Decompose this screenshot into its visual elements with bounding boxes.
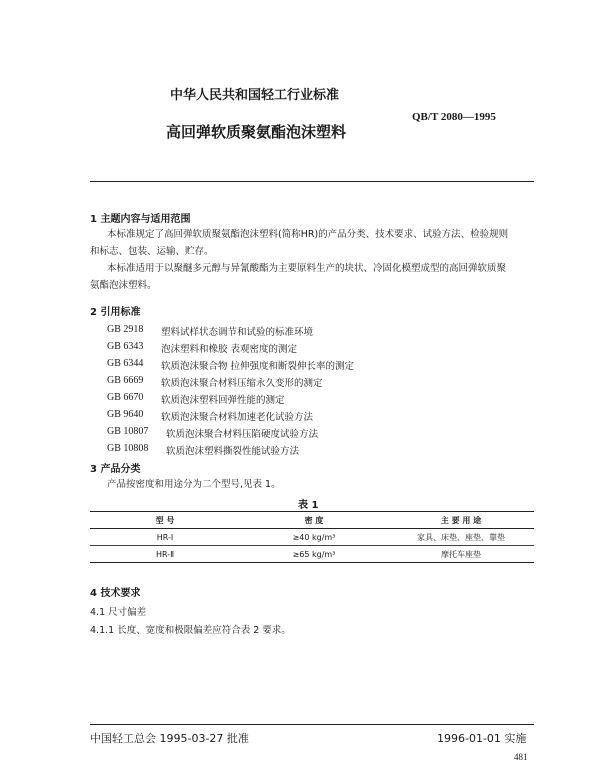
cell-model: HR-Ⅱ [90,546,240,563]
cell-density: ≥40 kg/m³ [240,529,388,546]
reference-title: 软质泡沫聚合物 拉伸强度和断裂伸长率的测定 [161,361,355,372]
issuing-org: 中华人民共和国轻工行业标准 [170,88,340,103]
section-4-1-heading: 4.1 尺寸偏差 [90,607,147,618]
footer-rule [90,724,534,725]
effective-date: 1996-01-01 实施 [437,732,527,745]
header-rule [90,181,534,182]
section-3-heading: 3 产品分类 [90,464,141,475]
table-row [90,546,534,563]
section-2-heading: 2 引用标准 [90,307,141,318]
table-header-row [90,512,534,529]
reference-code: GB 10807 [107,426,149,437]
cell-usage: 摩托车座垫 [388,546,534,563]
header-usage: 主 要 用 途 [388,512,534,529]
reference-code: GB 2918 [107,324,144,335]
section-4-1-1-text: 4.1.1 长度、宽度和极限偏差应符合表 2 要求。 [90,625,291,636]
reference-title: 软质泡沫聚合材料压陷硬度试验方法 [166,429,319,440]
table-caption: 表 1 [298,500,319,511]
header-density: 密 度 [240,512,388,529]
reference-code: GB 6670 [107,392,144,403]
approval-line: 中国轻工总会 1995-03-27 批准 [90,732,249,745]
reference-title: 软质泡沫塑料回弹性能的测定 [161,395,285,406]
section-1-line-2: 和标志、包装、运输、贮存。 [90,246,214,257]
page-number: 481 [514,752,528,762]
reference-title: 软质泡沫聚合材料加速老化试验方法 [161,412,314,423]
section-1-line-4: 氨酯泡沫塑料。 [90,280,157,291]
product-classification-table [90,511,534,563]
cell-model: HR-Ⅰ [90,529,240,546]
reference-title: 塑料试样状态调节和试验的标准环境 [161,327,314,338]
section-1-line-1: 本标准规定了高回弹软质聚氨酯泡沫塑料(简称HR)的产品分类、技术要求、试验方法、检验规则 [107,229,509,240]
section-3-text: 产品按密度和用途分为二个型号,见表 1。 [107,479,281,490]
standard-code: QB/T 2080—1995 [412,111,496,123]
reference-code: GB 6343 [107,341,144,352]
section-1-heading: 1 主题内容与适用范围 [90,214,191,225]
reference-title: 泡沫塑料和橡胶 表观密度的测定 [161,344,298,355]
section-4-heading: 4 技术要求 [90,588,141,599]
section-1-line-3: 本标准适用于以聚醚多元醇与异氰酸酯为主要原料生产的块状、冷固化模塑成型的高回弹软质聚 [107,263,507,274]
cell-usage: 家具、床垫、座垫、靠垫 [388,529,534,546]
document-title: 高回弹软质聚氨酯泡沫塑料 [166,123,347,141]
cell-density: ≥65 kg/m³ [240,546,388,563]
table-row [90,529,534,546]
reference-code: GB 6344 [107,358,144,369]
reference-code: GB 10808 [107,443,149,454]
reference-code: GB 9640 [107,409,144,420]
reference-title: 软质泡沫塑料撕裂性能试验方法 [166,446,300,457]
reference-code: GB 6669 [107,375,144,386]
header-model: 型 号 [90,512,240,529]
reference-title: 软质泡沫聚合材料压缩永久变形的测定 [161,378,323,389]
